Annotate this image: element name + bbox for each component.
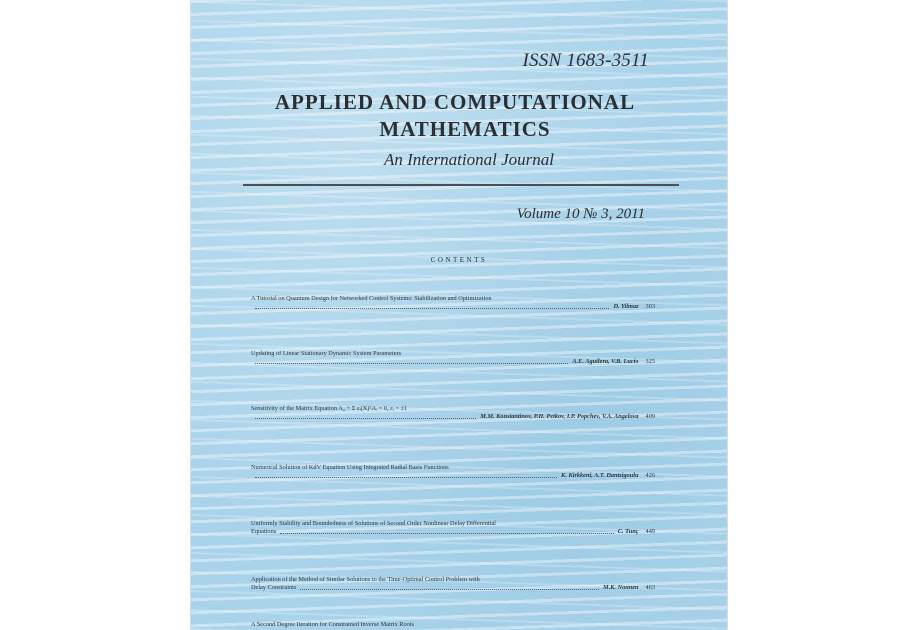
contents-entry [251,621,655,629]
entry-line [251,472,655,480]
entry-page: 463 [645,584,655,591]
dot-leader [255,477,557,478]
journal-title-line2: MATHEMATICS [379,117,551,141]
entry-title: A Tutorial on Quantum Design for Networked Control Systems: Stabilization and Optimization [251,295,492,302]
entry-title: A Second Degree Iteration for Constrained Inverse Matrix Roots [251,621,414,628]
entry-lead: Equations [251,528,277,535]
entry-authors: A.E. Aguilera, V.B. Lucio [572,358,639,365]
dot-leader [300,589,599,590]
dot-leader [255,363,568,364]
entry-page: 325 [645,358,655,365]
entry-title: Updating of Linear Stationary Dynamic System Parameters [251,350,402,357]
entry-title: Application of the Method of Similar Solutions to the Time-Optimal Control Problem with [251,576,480,583]
contents-heading: CONTENTS [430,256,488,264]
entry-authors: C. Tunç [617,528,639,535]
contents-entry [251,350,655,366]
entry-page: 303 [645,303,655,310]
entry-page: 449 [645,528,655,535]
entry-line [251,413,655,421]
volume-label: Volume 10 № 3, 2011 [516,206,645,222]
contents-entry [251,405,655,421]
entry-authors: M.M. Konstantinov, P.H. Petkov, I.P. Popchev, V.A. Angelova [480,413,639,420]
journal-title-line1: APPLIED AND COMPUTATIONAL [274,90,636,114]
journal-subtitle: An International Journal [384,150,554,169]
contents-entry [251,464,655,480]
entry-authors: K. Kirkkeni, A.T. Dantzigoulu [561,472,639,479]
contents-entry [251,295,655,311]
dot-leader [280,533,614,534]
issn-label: ISSN 1683-3511 [522,50,649,71]
entry-title: Sensitivity of the Matrix Equation A₀ + Σ εᵢ(X)ᵀAᵢ = 0, εᵢ = ±1 [251,405,408,412]
entry-authors: D. Yilmaz [613,303,639,310]
title-divider [243,184,679,186]
entry-line [251,528,655,536]
dot-leader [255,418,476,419]
entry-title: Uniformly Stability and Boundedness of Solutions of Second Order Nonlinear Delay Differential [251,520,496,527]
entry-line [251,303,655,311]
journal-cover [190,0,728,630]
entry-line [251,584,655,592]
dot-leader [255,308,609,309]
entry-page: 409 [645,413,655,420]
entry-line [251,358,655,366]
entry-page: 426 [645,472,655,479]
entry-lead: Delay Constraints [251,584,297,591]
contents-entry [251,576,655,592]
entry-title: Numerical Solution of KdV Equation Using Integrated Radial Basis Functions [251,464,449,471]
entry-authors: M.K. Nonnen [603,584,639,591]
contents-entry [251,520,655,536]
